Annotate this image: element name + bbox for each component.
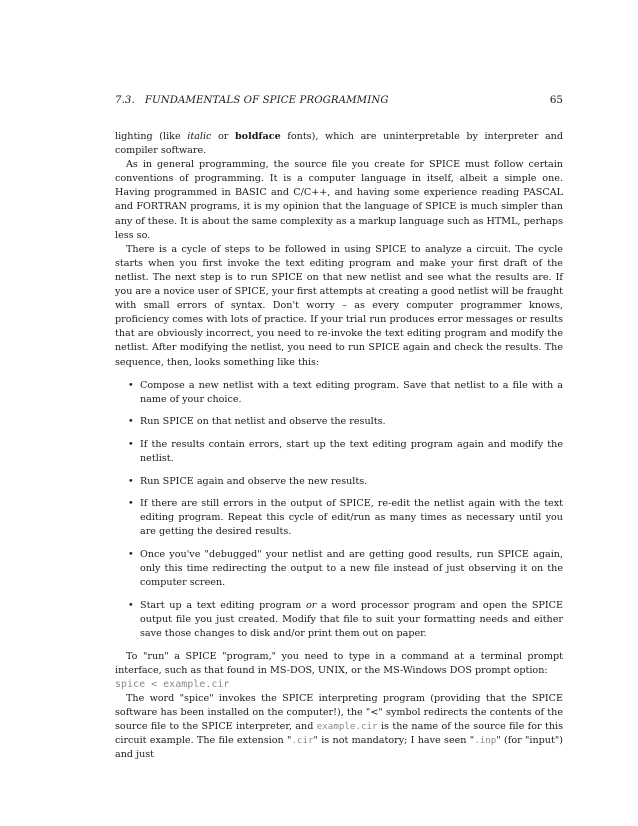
- bullet-icon: •: [128, 599, 134, 611]
- paragraph-2: As in general programming, the source file you create for SPICE must follow certain conventions of programming. It is a computer language in itself, albeit a simple one. Having programmed in BASIC and C/C++, and having some experience reading PASCAL and FORTRAN programs, it is my opinion that the language of SPICE is much simpler than any of these. It is about the same complexity as a markup language such as HTML, perhaps less so.: [115, 159, 563, 241]
- list-item: • Run SPICE on that netlist and observe the results.: [140, 415, 563, 429]
- page-number: 65: [549, 95, 563, 106]
- running-header: [115, 95, 563, 106]
- code-line: spice < example.cir: [115, 678, 230, 690]
- body-text: [115, 130, 563, 762]
- bullet-icon: •: [128, 498, 134, 510]
- inline-code-file: example.cir: [316, 720, 378, 732]
- inline-code-ext: .cir: [291, 735, 314, 747]
- document-page: [115, 95, 563, 762]
- bullet-icon: •: [128, 379, 134, 391]
- bullet-icon: •: [128, 438, 134, 450]
- list-item: • Once you've "debugged" your netlist and are getting good results, run SPICE again, only this time redirecting the output to a new file instead of just observing it on the computer screen.: [128, 548, 563, 589]
- bullet-icon: •: [128, 416, 134, 428]
- step-list: [115, 379, 563, 641]
- inline-code-ext: .inp: [474, 735, 497, 747]
- paragraph-3: There is a cycle of steps to be followed in using SPICE to analyze a circuit. The cycle starts when you first invoke the text editing program and make your first draft of the netlist. The next step is to run SPICE on that new netlist and see what the results are. If you are a novice user of SPICE, your first attempts at creating a good netlist will be fraught with small errors of syntax. Don't worry – as every computer programmer knows, proficiency comes with lots of practice. If your trial run produces error messages or results that are obviously incorrect, you need to re-invoke the text editing program and modify the netlist. After modifying the netlist, you need to run SPICE again and check the results. The sequence, then, looks something like this:: [115, 243, 563, 368]
- list-item: • If there are still errors in the output of SPICE, re-edit the netlist again with the text editing program. Repeat this cycle of edit/run as many times as necessary until you are getting the desired results.: [128, 498, 563, 538]
- header-title: 7.3. FUNDAMENTALS OF SPICE PROGRAMMING: [115, 95, 389, 106]
- list-item: • If the results contain errors, start up the text editing program again and modify the netlist.: [128, 438, 563, 464]
- list-item: • Run SPICE again and observe the new results.: [140, 475, 563, 489]
- bullet-icon: •: [128, 475, 134, 487]
- bullet-icon: •: [128, 548, 134, 560]
- paragraph-1: lighting (like italic or boldface fonts), which are uninterpretable by interpreter and compiler software.: [115, 131, 564, 157]
- paragraph-5: The word "spice" invokes the SPICE interpreting program (providing that the SPICE software has been installed on the computer!), the "<" symbol redirects the contents of the source file to the SPICE interpreter, and example.cir is the name of the source file for this circuit example. The file extension ".cir" is not mandatory; I have seen ".inp" (for "input") and just: [115, 692, 563, 761]
- list-item: • Compose a new netlist with a text editing program. Save that netlist to a file with a name of your choice.: [128, 379, 563, 405]
- list-item: • Start up a text editing program or a word processor program and open the SPICE output file you just created. Modify that file to suit your formatting needs and either save those changes to disk and/or print them out on paper.: [128, 599, 564, 639]
- paragraph-4: To "run" a SPICE "program," you need to type in a command at a terminal prompt interface, such as that found in MS-DOS, UNIX, or the MS-Windows DOS prompt option:: [115, 650, 563, 676]
